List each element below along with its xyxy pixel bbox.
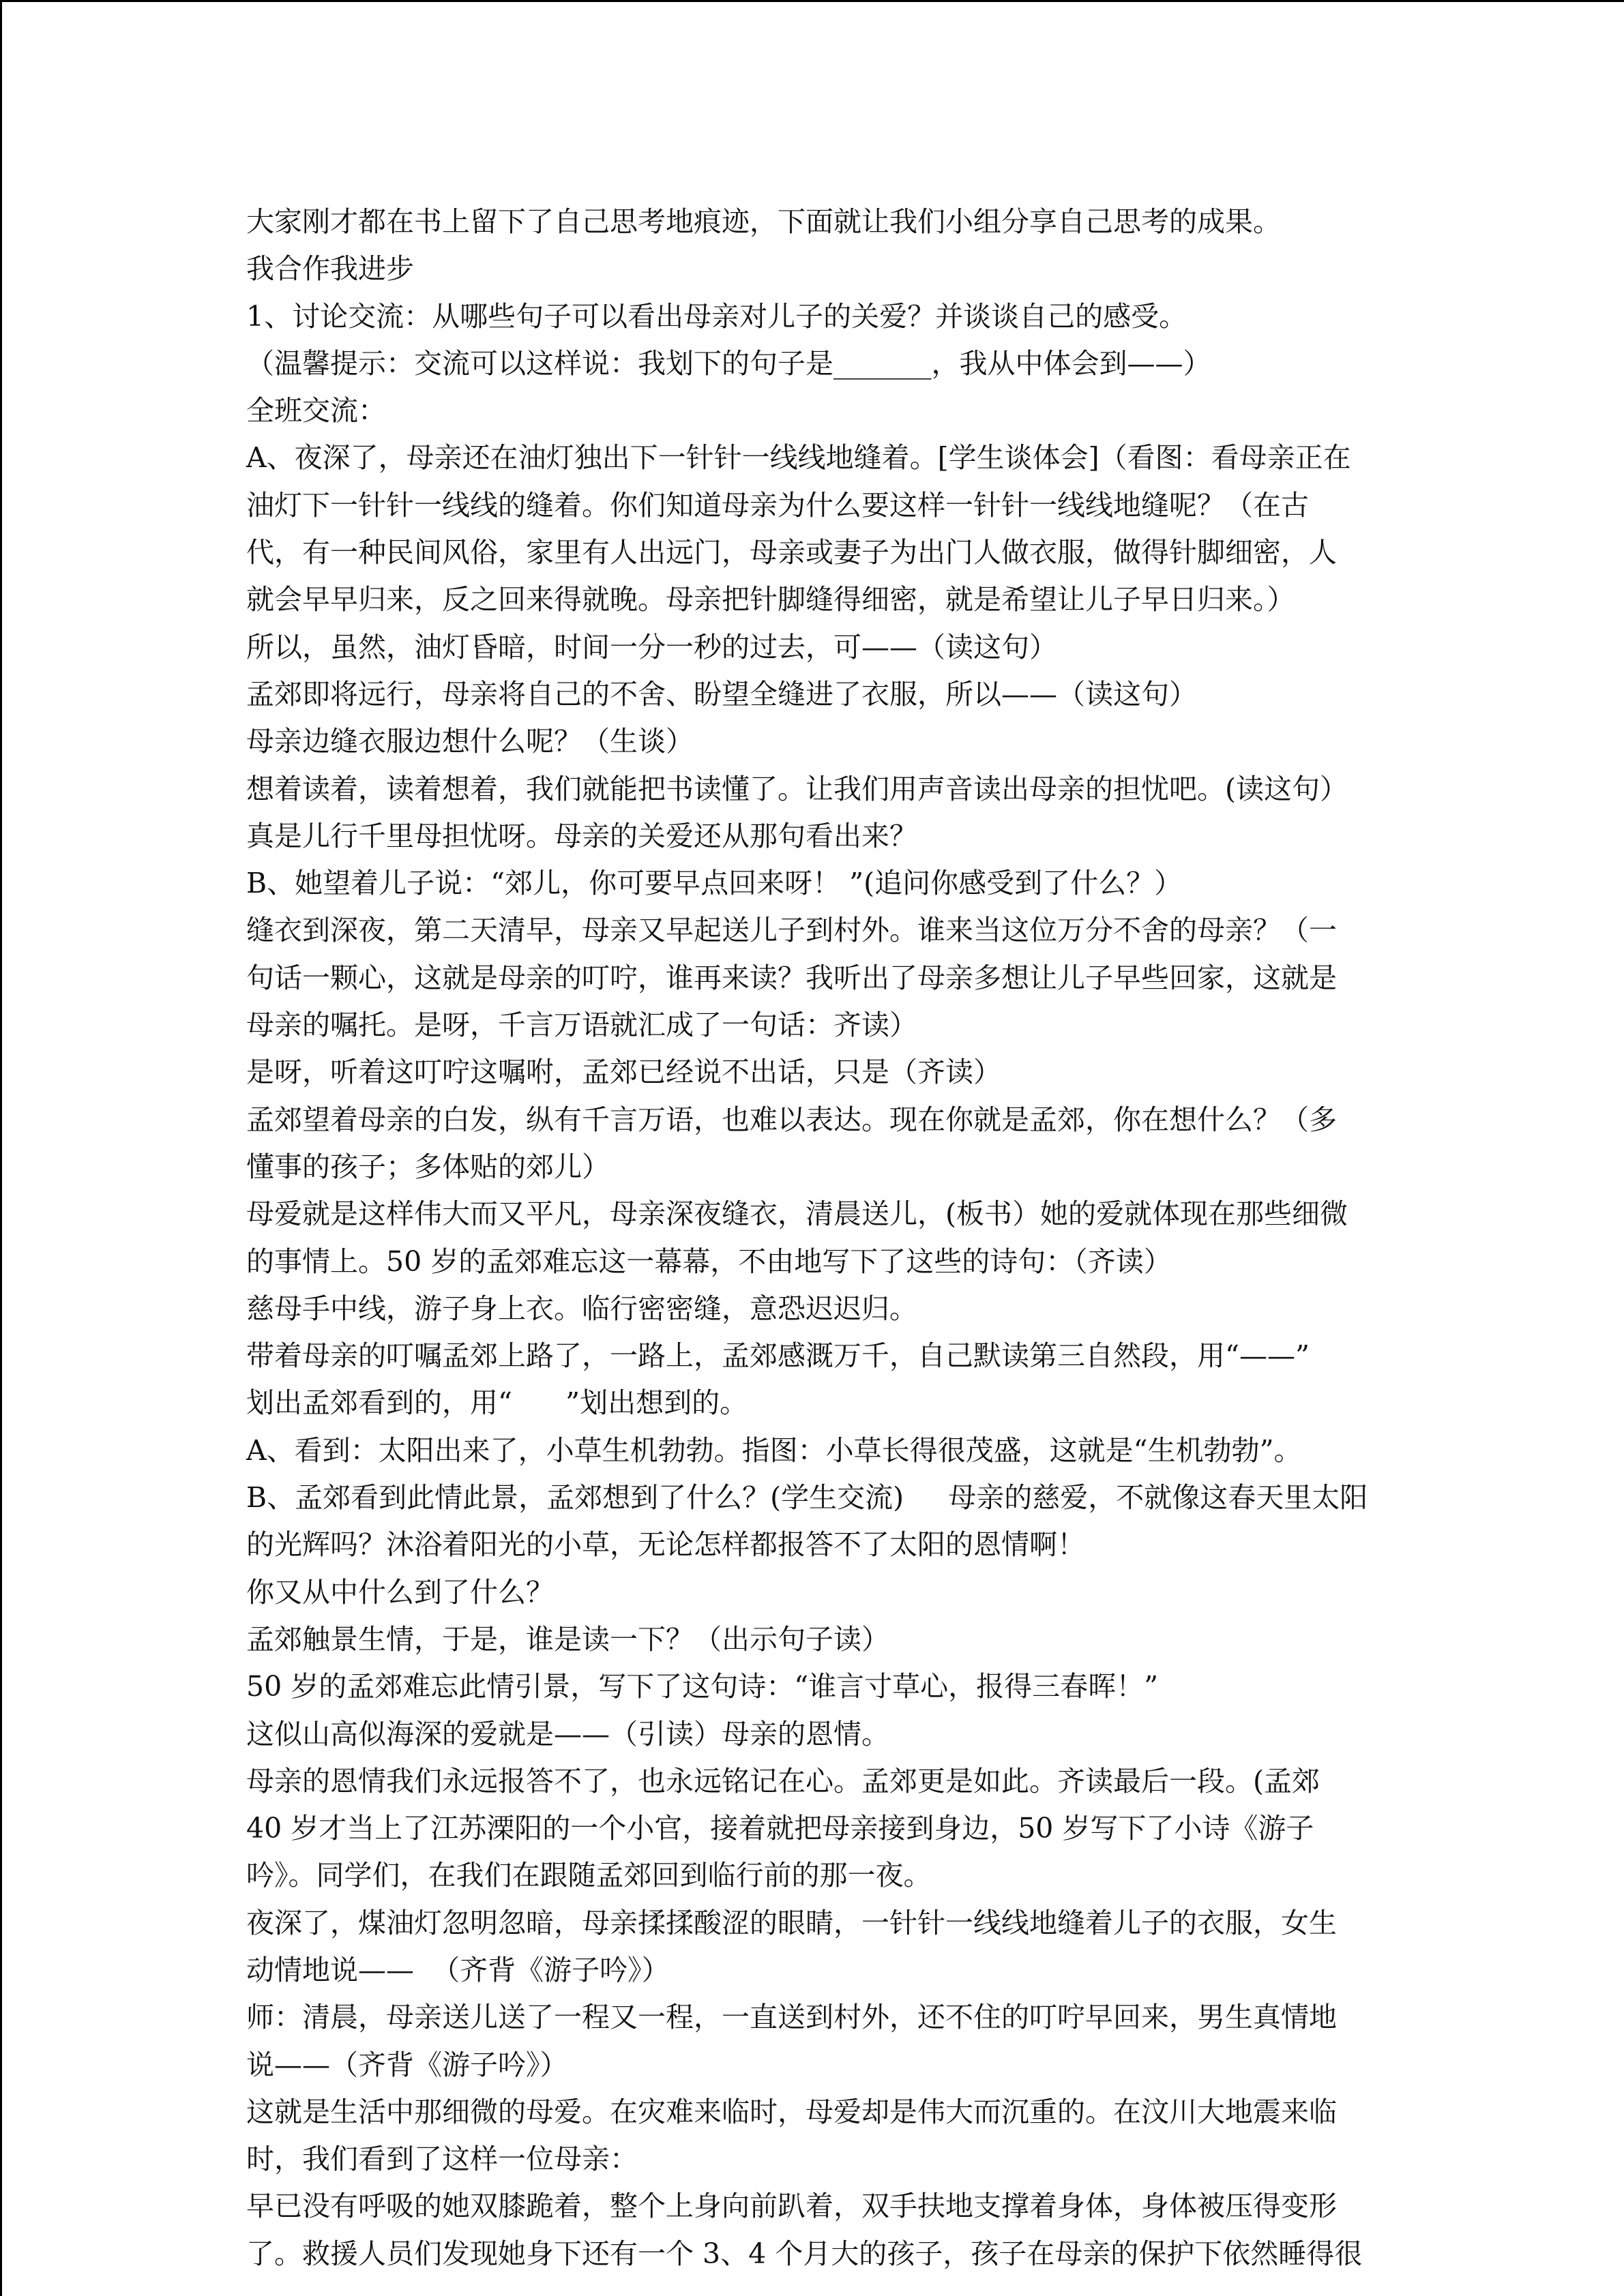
text-line: 师：清晨，母亲送儿送了一程又一程，一直送到村外，还不住的叮咛早回来，男生真情地 [246, 2001, 1337, 2034]
text-line: B、孟郊看到此情此景，孟郊想到了什么？(学生交流) 母亲的慈爱，不就像这春天里太阳 [246, 1481, 1368, 1515]
text-line: 时，我们看到了这样一位母亲： [246, 2143, 638, 2176]
text-line: 母爱就是这样伟大而又平凡，母亲深夜缝衣，清晨送儿，(板书）她的爱就体现在那些细微 [246, 1197, 1348, 1231]
text-line: 的光辉吗？沐浴着阳光的小草，无论怎样都报答不了太阳的恩情啊！ [246, 1528, 1085, 1562]
text-line: 代，有一种民间风俗，家里有人出远门，母亲或妻子为出门人做衣服，做得针脚细密，人 [246, 536, 1337, 569]
text-line: 大家刚才都在书上留下了自己思考地痕迹，下面就让我们小组分享自己思考的成果。 [246, 205, 1281, 238]
document-body [246, 198, 1385, 2278]
text-line: 动情地说—— （齐背《游子吟》） [246, 1953, 670, 1986]
text-line: 这就是生活中那细微的母爱。在灾难来临时，母爱却是伟大而沉重的。在汶川大地震来临 [246, 2095, 1337, 2128]
text-line: 母亲的嘱托。是呀，千言万语就汇成了一句话：齐读） [246, 1009, 917, 1042]
text-line: 所以，虽然，油灯昏暗，时间一分一秒的过去，可——（读这句） [246, 630, 1057, 664]
text-line: 说——（齐背《游子吟》） [246, 2048, 568, 2081]
text-line: 50 岁的孟郊难忘此情引景，写下了这句诗：“谁言寸草心，报得三春晖！” [246, 1670, 1159, 1703]
text-line: 带着母亲的叮嘱孟郊上路了，一路上，孟郊感溉万千，自己默读第三自然段，用“——” [246, 1339, 1310, 1373]
text-line: 慈母手中线，游子身上衣。临行密密缝，意恐迟迟归。 [246, 1292, 917, 1325]
text-line: 想着读着，读着想着，我们就能把书读懂了。让我们用声音读出母亲的担忧吧。(读这句） [246, 772, 1348, 805]
text-line: 了。救援人员们发现她身下还有一个 3、4 个月大的孩子，孩子在母亲的保护下依然睡得很 [246, 2237, 1363, 2270]
text-line: 夜深了，煤油灯忽明忽暗，母亲揉揉酸涩的眼睛，一针针一线线地缝着儿子的衣服，女生 [246, 1906, 1337, 1939]
text-line: 懂事的孩子；多体贴的郊儿） [246, 1150, 610, 1183]
text-line: 40 岁才当上了江苏溧阳的一个小官，接着就把母亲接到身边，50 岁写下了小诗《游子 [246, 1812, 1314, 1845]
text-line: 就会早早归来，反之回来得就晚。母亲把针脚缝得细密，就是希望让儿子早日归来。） [246, 583, 1295, 616]
text-line: 你又从中什么到了什么？ [246, 1575, 554, 1609]
text-line: （温馨提示：交流可以这样说：我划下的句子是_______，我从中体会到——） [246, 346, 1211, 380]
text-line: 早已没有呼吸的她双膝跪着，整个上身向前趴着，双手扶地支撑着身体，身体被压得变形 [246, 2190, 1337, 2223]
text-line: 句话一颗心，这就是母亲的叮咛，谁再来读？我听出了母亲多想让儿子早些回家，这就是 [246, 961, 1337, 994]
text-line: 母亲的恩情我们永远报答不了，也永远铭记在心。孟郊更是如此。齐读最后一段。(孟郊 [246, 1764, 1320, 1798]
text-line: 的事情上。50 岁的孟郊难忘这一幕幕，不由地写下了这些的诗句：（齐读） [246, 1244, 1172, 1278]
text-line: 我合作我进步 [246, 252, 414, 286]
text-line: 孟郊望着母亲的白发，纵有千言万语，也难以表达。现在你就是孟郊，你在想什么？（多 [246, 1103, 1337, 1136]
text-line: 母亲边缝衣服边想什么呢？（生谈） [246, 725, 694, 758]
text-line: A、夜深了，母亲还在油灯独出下一针针一线线地缝着。[学生谈体会]（看图：看母亲正在 [246, 441, 1351, 475]
text-line: 是呀，听着这叮咛这嘱咐，孟郊已经说不出话，只是（齐读） [246, 1056, 1001, 1089]
text-line: 缝衣到深夜，第二天清早，母亲又早起送儿子到村外。谁来当这位万分不舍的母亲？（一 [246, 914, 1337, 947]
text-line: 孟郊即将远行，母亲将自己的不舍、盼望全缝进了衣服，所以——（读这句） [246, 677, 1197, 711]
text-line: 1、讨论交流：从哪些句子可以看出母亲对儿子的关爱？并谈谈自己的感受。 [246, 299, 1187, 333]
text-line: 真是儿行千里母担忧呀。母亲的关爱还从那句看出来？ [246, 819, 917, 852]
text-line: 油灯下一针针一线线的缝着。你们知道母亲为什么要这样一针针一线线地缝呢？（在古 [246, 488, 1309, 522]
text-line: 这似山高似海深的爱就是——（引读）母亲的恩情。 [246, 1717, 889, 1750]
text-line: B、她望着儿子说：“郊儿，你可要早点回来呀！ ”(追问你感受到了什么？） [246, 867, 1183, 900]
text-line: 吟》。同学们，在我们在跟随孟郊回到临行前的那一夜。 [246, 1859, 932, 1892]
text-line: 孟郊触景生情，于是，谁是读一下？（出示句子读） [246, 1622, 889, 1656]
text-line: A、看到：太阳出来了，小草生机勃勃。指图：小草长得很茂盛，这就是“生机勃勃”。 [246, 1433, 1302, 1467]
text-line: 划出孟郊看到的，用“ ”划出想到的。 [246, 1386, 748, 1420]
text-line: 全班交流： [246, 394, 386, 428]
